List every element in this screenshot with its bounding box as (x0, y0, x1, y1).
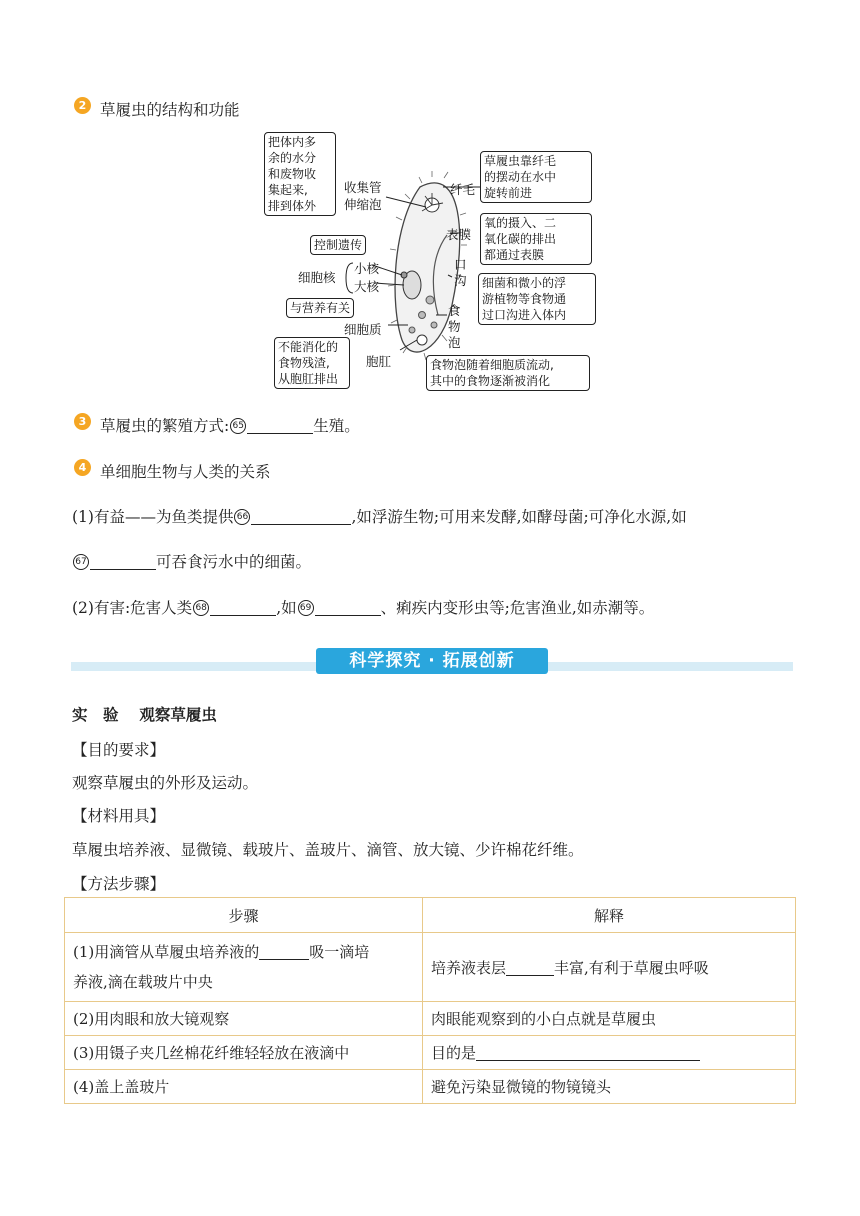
callout-nutrition: 与营养有关 (286, 298, 354, 318)
item3-text (100, 414, 360, 436)
label-food-vacuole-3: 泡 (448, 335, 461, 350)
answer-blank[interactable] (476, 1044, 700, 1061)
answer-number-66: 66 (234, 509, 250, 525)
item4-line3 (72, 596, 654, 618)
item2-title: 草履虫的结构和功能 (100, 101, 240, 119)
callout-line: 其中的食物逐渐被消化 (430, 374, 551, 388)
answer-number-67: 67 (73, 554, 89, 570)
cell-text: 丰富,有利于草履虫呼吸 (554, 958, 709, 977)
materials-text: 草履虫培养液、显微镜、载玻片、盖玻片、滴管、放大镜、少许棉花纤维。 (72, 841, 584, 859)
label-pellicle: 表膜 (446, 227, 472, 242)
explanation-cell (423, 1036, 796, 1070)
answer-number-69: 69 (298, 600, 314, 616)
callout-line: 和废物收 (268, 167, 317, 181)
label-oral-groove-1: 口 (454, 257, 467, 272)
callout-cilia (480, 151, 592, 203)
line-text: ,如 (276, 599, 297, 617)
callout-line: 氧化碳的排出 (484, 232, 557, 246)
table-header-row (65, 898, 796, 933)
answer-blank[interactable] (247, 417, 313, 434)
callout-food-vacuole (426, 355, 590, 391)
line-text: 、痢疾内变形虫等;危害渔业,如赤潮等。 (380, 599, 655, 617)
item4-line2 (72, 550, 311, 572)
label-cilia: 纤毛 (450, 182, 476, 197)
callout-line: 不能消化的 (278, 340, 339, 354)
callout-line: 细菌和微小的浮 (482, 276, 567, 290)
explanation-cell: 肉眼能观察到的小白点就是草履虫 (423, 1002, 796, 1036)
callout-anal-pore (274, 337, 350, 389)
callout-line: 过口沟进入体内 (482, 308, 567, 322)
table-row (65, 933, 796, 1002)
answer-number-68: 68 (193, 600, 209, 616)
answer-blank[interactable] (506, 959, 554, 976)
answer-number-65: 65 (230, 418, 246, 434)
table-row (65, 1036, 796, 1070)
steps-table (64, 897, 796, 1104)
line-text: (2)有害:危害人类 (72, 599, 193, 617)
callout-expel-waste (264, 132, 336, 216)
callout-oral-groove (478, 273, 596, 325)
goal-text: 观察草履虫的外形及运动。 (72, 774, 259, 792)
nucleus-bracket (344, 261, 354, 295)
callout-line: 食物泡随着细胞质流动, (430, 358, 554, 372)
label-anal-pore: 胞肛 (366, 354, 392, 369)
step-cell: (4)盖上盖玻片 (65, 1070, 423, 1104)
experiment-title: 实 验 观察草履虫 (72, 706, 217, 724)
label-nucleus: 细胞核 (298, 270, 336, 285)
goal-heading: 【目的要求】 (72, 741, 166, 759)
cell-text: 吸一滴培 (309, 943, 370, 961)
callout-line: 游植物等食物通 (482, 292, 567, 306)
section-banner: 科学探究 · 拓展创新 (316, 648, 548, 674)
table-row (65, 1002, 796, 1036)
table-row (65, 1070, 796, 1104)
cell-text: 养液,滴在载玻片中央 (73, 973, 213, 991)
cell-text: (1)用滴管从草履虫培养液的 (73, 943, 260, 961)
item-number-badge: 3 (74, 413, 91, 430)
item3-suffix: 生殖。 (313, 417, 360, 435)
callout-control-heredity: 控制遗传 (310, 235, 366, 255)
callout-line: 食物残渣, (278, 356, 330, 370)
callout-line: 旋转前进 (484, 186, 533, 200)
item3-prefix: 草履虫的繁殖方式: (100, 417, 230, 435)
cell-text: 目的是 (431, 1044, 477, 1062)
label-food-vacuole-1: 食 (448, 303, 461, 318)
cell-text: 培养液表层 (431, 958, 507, 977)
label-food-vacuole-2: 物 (448, 319, 461, 334)
label-collecting-canal: 收集管 (344, 180, 382, 195)
label-cytoplasm: 细胞质 (344, 322, 382, 337)
callout-line: 排到体外 (268, 199, 317, 213)
explanation-cell (423, 933, 796, 1002)
callout-line: 把体内多 (268, 135, 317, 149)
answer-blank[interactable] (90, 553, 156, 570)
item-number-badge: 4 (74, 459, 91, 476)
item4-title: 单细胞生物与人类的关系 (100, 463, 271, 481)
callout-line: 余的水分 (268, 151, 317, 165)
callout-pellicle (480, 213, 592, 265)
answer-blank[interactable] (210, 599, 276, 616)
item-number-badge: 2 (74, 97, 91, 114)
column-header-step: 步骤 (65, 898, 423, 933)
step-cell (65, 933, 423, 1002)
callout-line: 氧的摄入、二 (484, 216, 557, 230)
label-macronucleus: 大核 (354, 279, 380, 294)
callout-line: 的摆动在水中 (484, 170, 557, 184)
step-cell: (2)用肉眼和放大镜观察 (65, 1002, 423, 1036)
paramecium-diagram (262, 125, 590, 397)
line-text: (1)有益——为鱼类提供 (72, 508, 234, 526)
answer-blank[interactable] (259, 943, 309, 960)
callout-line: 草履虫靠纤毛 (484, 154, 557, 168)
label-micronucleus: 小核 (354, 261, 380, 276)
label-oral-groove-2: 沟 (454, 273, 467, 288)
callout-line: 集起来, (268, 183, 308, 197)
callout-line: 从胞肛排出 (278, 372, 339, 386)
line-text: 可吞食污水中的细菌。 (156, 553, 312, 571)
line-text: ,如浮游生物;可用来发酵,如酵母菌;可净化水源,如 (351, 508, 687, 526)
column-header-explanation: 解释 (423, 898, 796, 933)
item4-line1 (72, 505, 687, 527)
materials-heading: 【材料用具】 (72, 807, 166, 825)
explanation-cell: 避免污染显微镜的物镜镜头 (423, 1070, 796, 1104)
method-heading: 【方法步骤】 (72, 875, 166, 893)
answer-blank[interactable] (251, 508, 351, 525)
answer-blank[interactable] (315, 599, 381, 616)
step-cell: (3)用镊子夹几丝棉花纤维轻轻放在液滴中 (65, 1036, 423, 1070)
callout-line: 都通过表膜 (484, 248, 545, 262)
label-contractile-vacuole: 伸缩泡 (344, 197, 382, 212)
